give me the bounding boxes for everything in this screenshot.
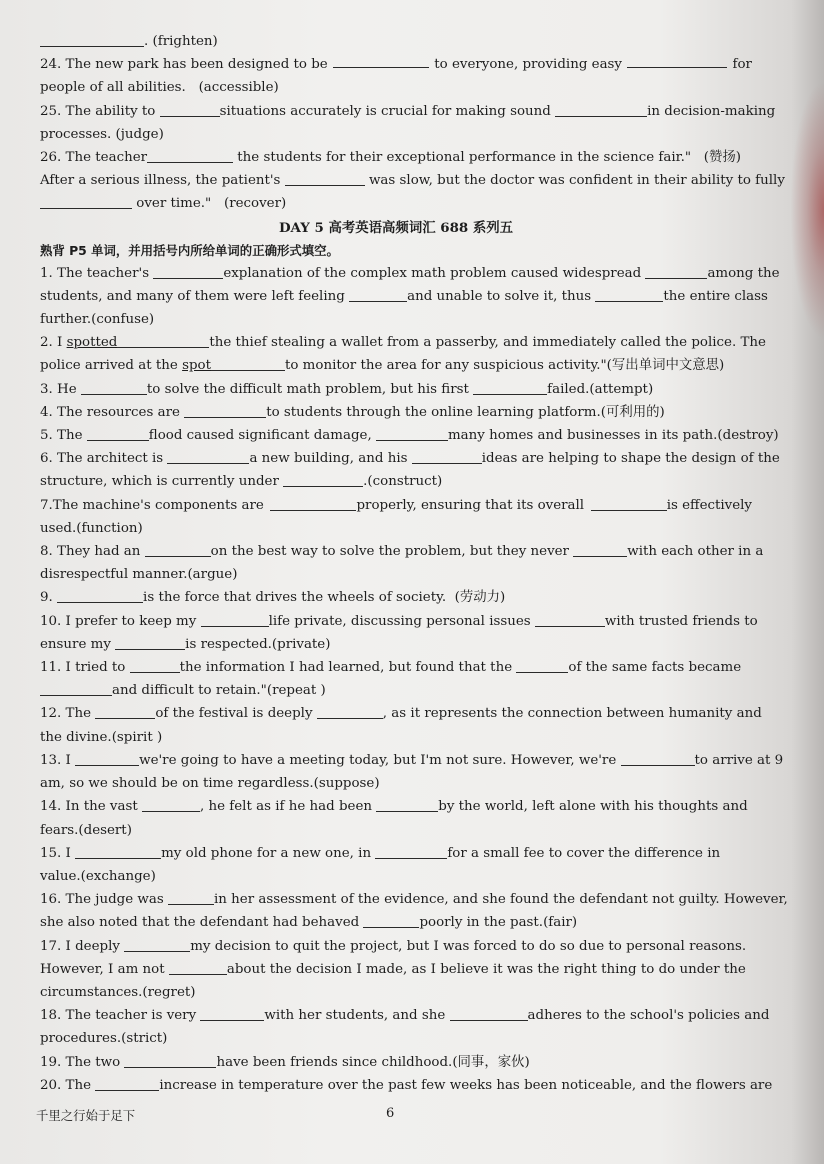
question-11-line-2: and difficult to retain."(repeat ) xyxy=(40,679,752,702)
question-18-line-2: procedures.(strict) xyxy=(40,1031,168,1047)
answer-blank xyxy=(376,797,438,812)
answer-blank xyxy=(535,612,605,627)
answer-blank xyxy=(40,32,144,47)
question-1-line-3: further.(confuse) xyxy=(40,312,155,328)
answer-blank xyxy=(200,1006,264,1021)
answer-blank xyxy=(333,53,429,68)
answer-blank xyxy=(450,1006,528,1021)
answer-blank xyxy=(115,635,185,650)
answer-blank xyxy=(147,148,233,163)
question-7-line-1: 7.The machine's components are properly, ensuring that its overall is effectively xyxy=(40,497,752,513)
question-9-line-1: 9. is the force that drives the wheels of society. (劳动力) xyxy=(40,590,506,606)
footer-motto: 千里之行始于足下 xyxy=(36,1108,136,1123)
worksheet-content xyxy=(40,30,788,1097)
question-5-line-1: 5. The flood caused significant damage, many homes and businesses in its path.(destroy) xyxy=(40,428,779,444)
line-frighten: . (frighten) xyxy=(40,30,752,53)
question-20-line-1: 20. The increase in temperature over the past few weeks has been noticeable, and the flowers are xyxy=(40,1077,773,1093)
answer-blank xyxy=(75,844,161,859)
answer-blank xyxy=(117,333,209,348)
question-26-line-1: 26. The teacher the students for their exceptional performance in the science fair." (赞扬) xyxy=(40,150,741,166)
answer-blank xyxy=(153,264,223,279)
question-6-line-1: 6. The architect is a new building, and his ideas are helping to shape the design of the xyxy=(40,451,780,467)
answer-blank xyxy=(591,496,667,511)
question-18-line-1: 18. The teacher is very with her students, and she adheres to the school's policies and xyxy=(40,1008,770,1024)
answer-blank xyxy=(283,472,363,487)
answer-blank xyxy=(270,496,356,511)
answer-blank xyxy=(124,1053,216,1068)
question-1-line-2: students, and many of them were left feeling and unable to solve it, thus the entire class xyxy=(40,288,768,304)
question-25-line-1: 25. The ability to situations accurately is crucial for making sound in decision-making xyxy=(40,103,776,119)
section-instruction: 熟背 P5 单词，并用括号内所给单词的正确形式填空。 xyxy=(40,242,339,258)
answer-blank xyxy=(573,542,627,557)
answer-blank xyxy=(57,588,143,603)
answer-blank xyxy=(87,426,149,441)
answer-blank xyxy=(201,612,269,627)
question-4-line-1: 4. The resources are to students through the online learning platform.(可利用的) xyxy=(40,404,665,420)
answer-blank xyxy=(40,194,132,209)
question-14-line-2: fears.(desert) xyxy=(40,822,132,838)
question-24-line-1: 24. The new park has been designed to be to everyone, providing easy for xyxy=(40,53,752,76)
page-edge-shadow xyxy=(790,80,824,340)
answer-blank xyxy=(376,426,448,441)
question-12-line-1: 12. The of the festival is deeply , as it represents the connection between humanity and xyxy=(40,706,762,722)
answer-blank xyxy=(95,1076,159,1091)
answer-blank xyxy=(95,704,155,719)
question-2-line-1: 2. I spotted the thief stealing a wallet from a passerby, and immediately called the police. The xyxy=(40,335,766,351)
answer-blank xyxy=(184,403,266,418)
answer-blank xyxy=(363,913,419,928)
question-25-line-2: processes. (judge) xyxy=(40,126,164,142)
answer-blank xyxy=(168,890,214,905)
question-6-line-2: structure, which is currently under .(construct) xyxy=(40,474,443,490)
question-7-line-2: used.(function) xyxy=(40,520,143,536)
question-14-line-1: 14. In the vast , he felt as if he had been by the world, left alone with his thoughts and xyxy=(40,799,748,815)
answer-blank xyxy=(145,542,211,557)
question-26b-line-1: After a serious illness, the patient's was slow, but the doctor was confident in their ability to fully xyxy=(40,173,785,189)
section-heading: DAY 5 高考英语高频词汇 688 系列五 xyxy=(278,219,514,236)
question-17-line-2: However, I am not about the decision I made, as I believe it was the right thing to do under the xyxy=(40,961,746,977)
question-10-line-2: ensure my is respected.(private) xyxy=(40,636,331,652)
question-17-line-1: 17. I deeply my decision to quit the project, but I was forced to do so due to personal reasons. xyxy=(40,938,747,954)
answer-blank xyxy=(516,658,568,673)
answer-blank xyxy=(473,380,547,395)
question-13-line-2: am, so we should be on time regardless.(suppose) xyxy=(40,776,380,792)
page-number: 6 xyxy=(386,1106,395,1121)
question-26b-line-2: over time." (recover) xyxy=(40,192,752,215)
question-11-line-1: 11. I tried to the information I had learned, but found that the of the same facts became xyxy=(40,660,742,676)
answer-blank xyxy=(167,449,249,464)
question-15-line-2: value.(exchange) xyxy=(40,868,156,884)
question-19-line-1: 19. The two have been friends since childhood.(同事，家伙) xyxy=(40,1054,530,1070)
answer-blank xyxy=(412,449,482,464)
answer-blank xyxy=(317,704,383,719)
answer-blank xyxy=(349,287,407,302)
answer-blank xyxy=(645,264,707,279)
answer-blank xyxy=(130,658,180,673)
question-8-line-1: 8. They had an on the best way to solve the problem, but they never with each other in a xyxy=(40,544,764,560)
question-8-line-2: disrespectful manner.(argue) xyxy=(40,567,238,583)
answer-blank xyxy=(169,960,227,975)
answer-blank xyxy=(627,53,727,68)
question-12-line-2: the divine.(spirit ) xyxy=(40,729,163,745)
question-16-line-1: 16. The judge was in her assessment of the evidence, and she found the defendant not guilty. However, xyxy=(40,892,788,908)
answer-blank xyxy=(285,171,365,186)
answer-blank xyxy=(75,751,139,766)
question-3-line-1: 3. He to solve the difficult math problem, but his first failed.(attempt) xyxy=(40,381,654,397)
question-15-line-1: 15. I my old phone for a new one, in for a small fee to cover the difference in xyxy=(40,845,721,861)
question-10-line-1: 10. I prefer to keep my life private, discussing personal issues with trusted friends to xyxy=(40,613,758,629)
answer-blank xyxy=(142,797,200,812)
question-16-line-2: she also noted that the defendant had behaved poorly in the past.(fair) xyxy=(40,915,578,931)
answer-blank xyxy=(595,287,663,302)
answer-blank xyxy=(160,102,220,117)
question-2-line-2: police arrived at the spot to monitor the area for any suspicious activity."(写出单词中文意思) xyxy=(40,358,725,374)
question-17-line-3: circumstances.(regret) xyxy=(40,984,196,1000)
answer-blank xyxy=(211,356,285,371)
answer-blank xyxy=(555,102,647,117)
question-13-line-1: 13. I we're going to have a meeting today, but I'm not sure. However, we're to arrive at 9 xyxy=(40,752,784,768)
answer-blank xyxy=(40,681,112,696)
answer-blank xyxy=(621,751,695,766)
answer-blank xyxy=(81,380,147,395)
question-24-line-2: people of all abilities. (accessible) xyxy=(40,80,279,96)
answer-blank xyxy=(124,937,190,952)
answer-blank xyxy=(375,844,447,859)
question-1-line-1: 1. The teacher's explanation of the complex math problem caused widespread among the xyxy=(40,265,780,281)
